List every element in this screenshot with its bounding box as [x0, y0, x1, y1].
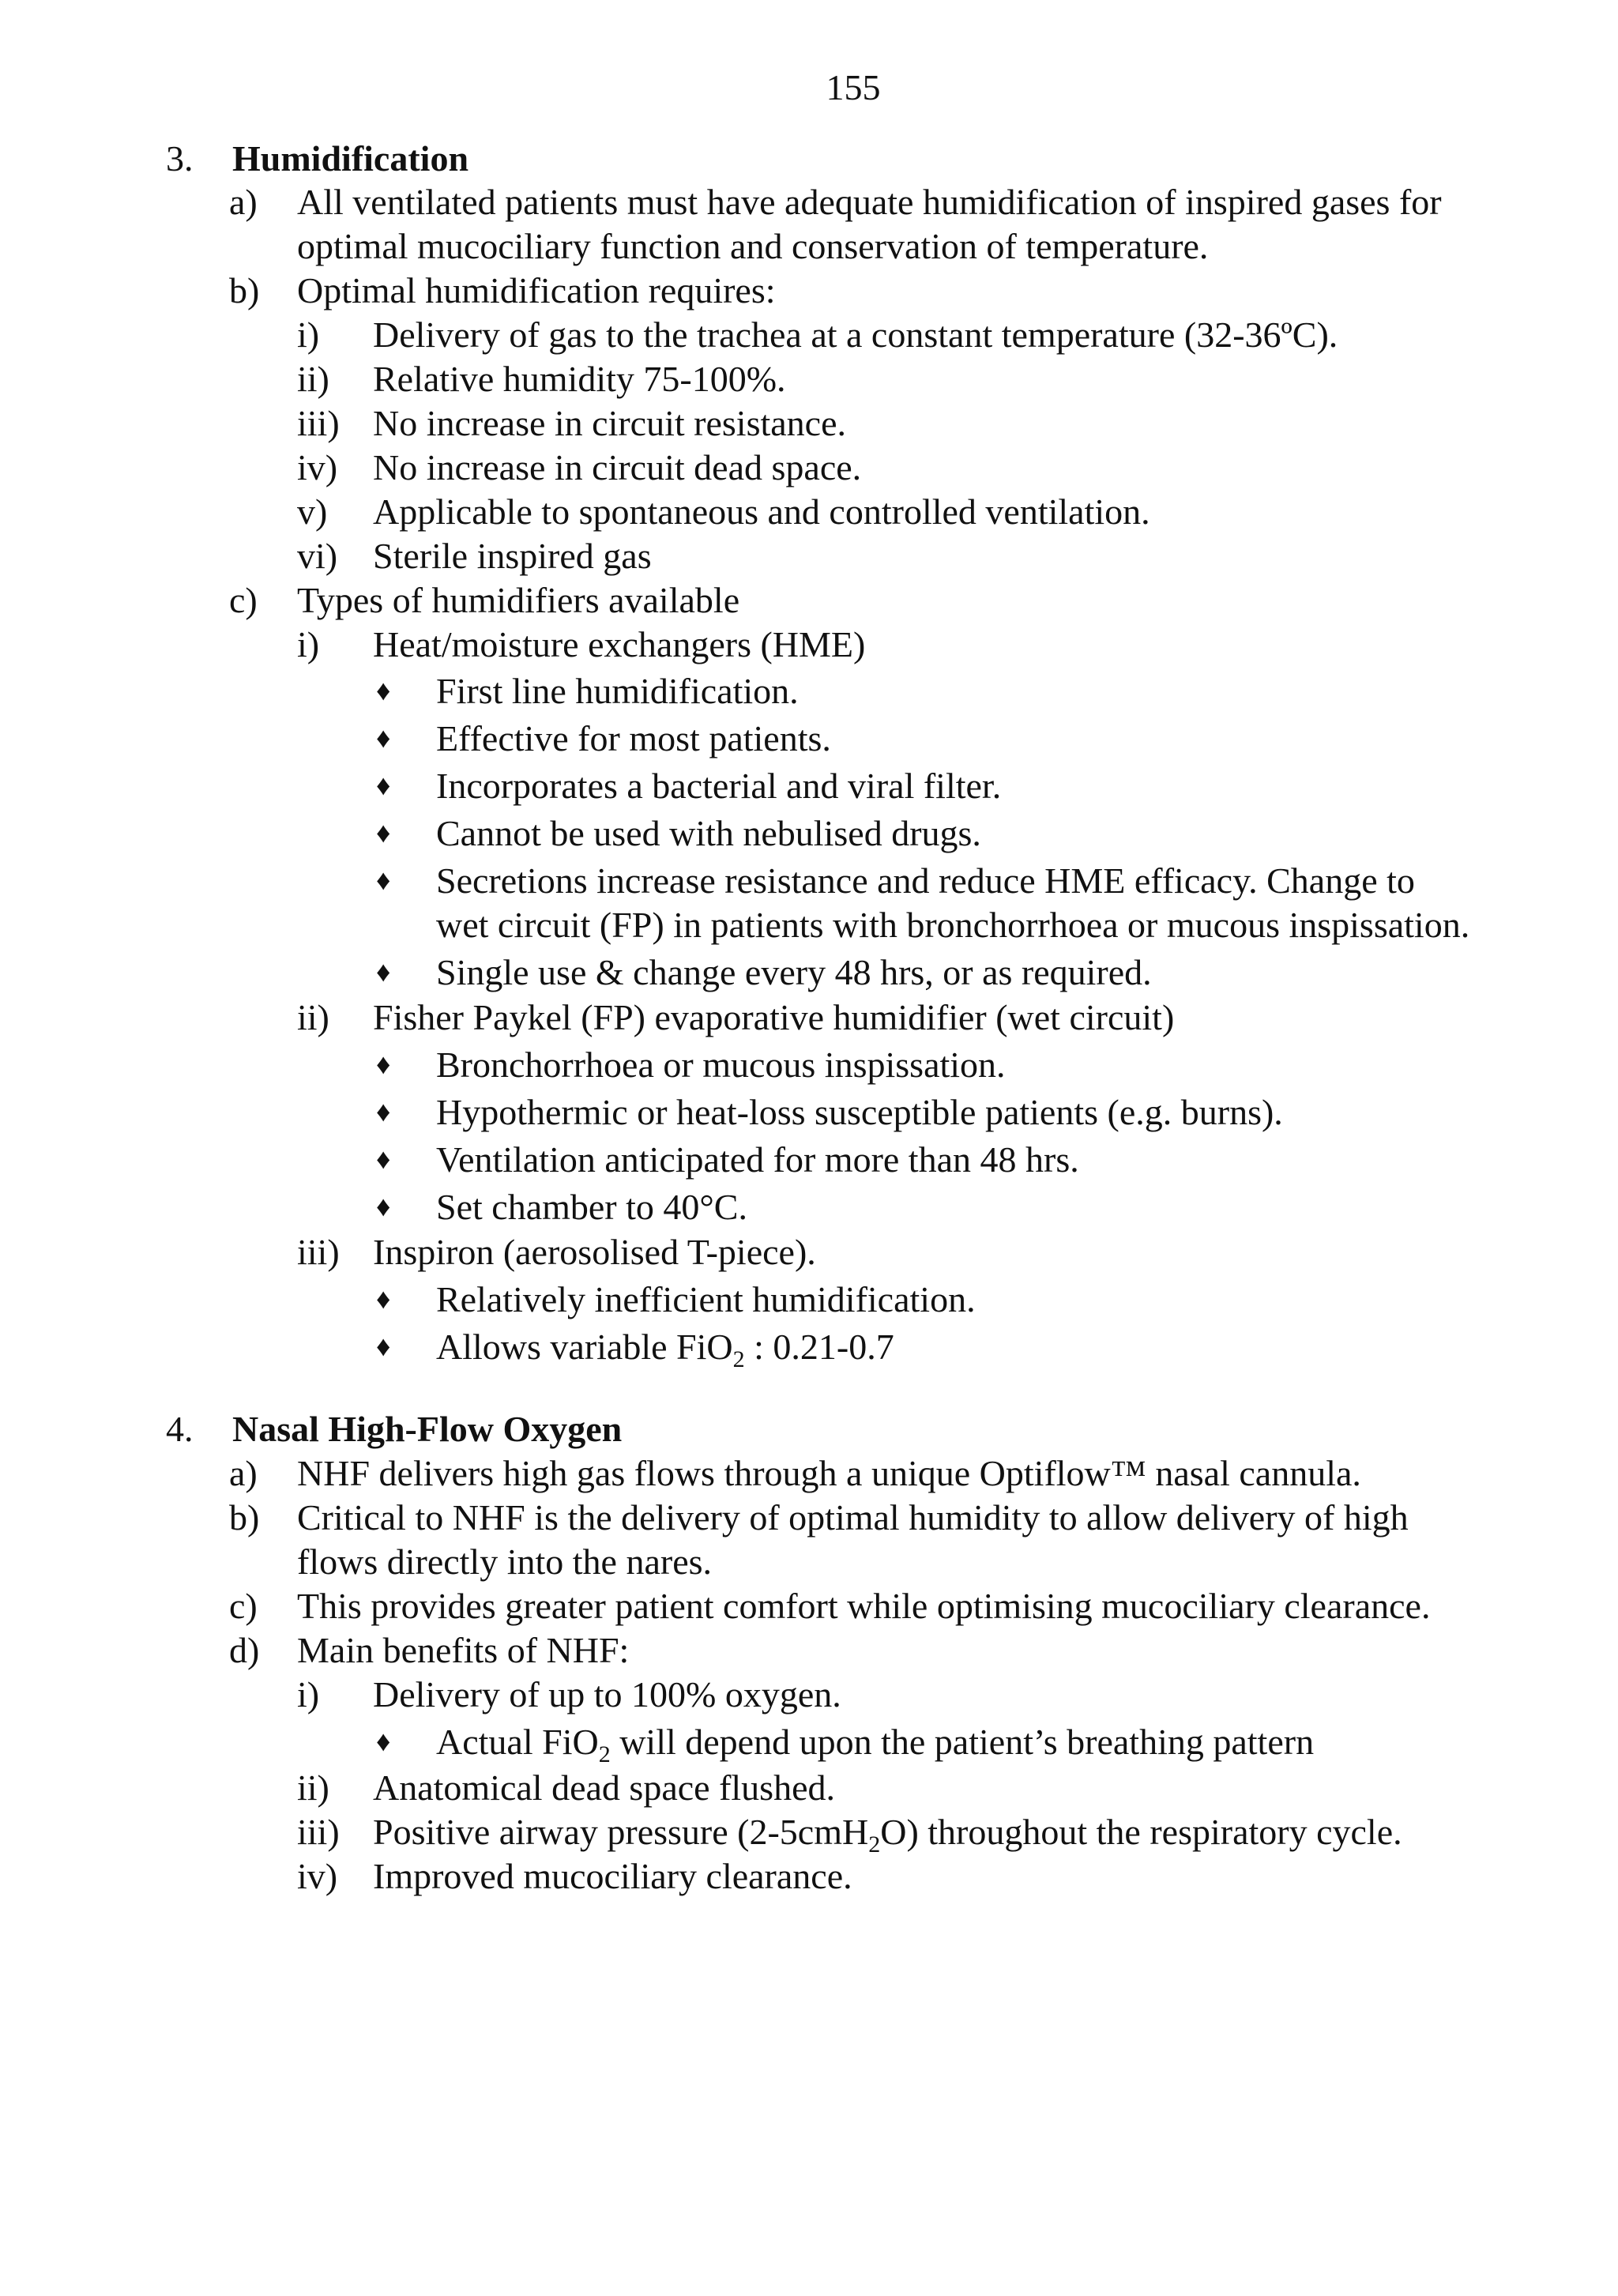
subitem-text: Inspiron (aerosolised T-piece).	[373, 1232, 816, 1272]
diamond-icon: ♦	[376, 864, 391, 896]
bullet-text: Set chamber to 40°C.	[436, 1187, 747, 1227]
subitem-text: Improved mucociliary clearance.	[373, 1856, 852, 1896]
bullet-text: Secretions increase resistance and reduce HME efficacy. Change to	[436, 860, 1415, 901]
item-marker: b)	[229, 1497, 260, 1538]
fio2-subscript: 2	[598, 1741, 611, 1767]
bullet-text: First line humidification.	[436, 671, 799, 711]
subitem-marker: i)	[297, 624, 320, 664]
diamond-icon: ♦	[376, 770, 391, 801]
item-marker: c)	[229, 580, 258, 620]
diamond-icon: ♦	[376, 722, 391, 754]
subitem-text: Delivery of gas to the trachea at a constant temperature (32-36ºC).	[373, 314, 1338, 355]
subitem-text: Relative humidity 75-100%.	[373, 359, 786, 399]
subitem-text: Sterile inspired gas	[373, 536, 652, 576]
subitem-marker: i)	[297, 1674, 320, 1714]
fio2-subscript: 2	[732, 1346, 745, 1372]
subitem-marker: iii)	[297, 403, 340, 443]
section-title: Humidification	[232, 138, 469, 179]
diamond-icon: ♦	[376, 1283, 391, 1315]
diamond-icon: ♦	[376, 956, 391, 988]
subitem-text: No increase in circuit dead space.	[373, 447, 862, 487]
subitem-marker: ii)	[297, 1767, 329, 1808]
item-4b-continued: flows directly into the nares.	[297, 1541, 713, 1582]
fio2-prefix: Allows variable FiO	[436, 1327, 733, 1367]
item-text: Main benefits of NHF:	[297, 1630, 630, 1670]
item-marker: a)	[229, 182, 258, 222]
item-text: All ventilated patients must have adequate humidification of inspired gases for	[297, 182, 1442, 222]
item-text: Optimal humidification requires:	[297, 270, 776, 311]
item-marker: b)	[229, 270, 260, 311]
diamond-icon: ♦	[376, 675, 391, 706]
item-text: NHF delivers high gas flows through a unique Optiflow™ nasal cannula.	[297, 1453, 1361, 1493]
bullet-text: Hypothermic or heat-loss susceptible patients (e.g. burns).	[436, 1092, 1283, 1132]
subitem-marker: iv)	[297, 447, 338, 487]
subitem-marker: vi)	[297, 536, 338, 576]
item-marker: a)	[229, 1453, 258, 1493]
bullet-continued: wet circuit (FP) in patients with bronchorrhoea or mucous inspissation.	[436, 905, 1470, 945]
diamond-icon: ♦	[376, 1726, 391, 1757]
pressure-suffix: O) throughout the respiratory cycle.	[880, 1812, 1402, 1852]
subitem-marker: iii)	[297, 1232, 340, 1272]
subitem-marker: ii)	[297, 997, 329, 1037]
item-3a-continued: optimal mucociliary function and conservation of temperature.	[297, 226, 1209, 266]
fio2-prefix: Actual FiO	[436, 1722, 599, 1762]
item-marker: c)	[229, 1586, 258, 1626]
fio2-suffix: : 0.21-0.7	[744, 1327, 894, 1367]
bullet-text	[436, 1722, 1315, 1767]
diamond-icon: ♦	[376, 1191, 391, 1222]
bullet-text: Bronchorrhoea or mucous inspissation.	[436, 1044, 1006, 1085]
fio2-suffix: will depend upon the patient’s breathing pattern	[610, 1722, 1315, 1762]
bullet-text: Ventilation anticipated for more than 48 hrs.	[436, 1139, 1079, 1180]
diamond-icon: ♦	[376, 1096, 391, 1127]
subitem-marker: v)	[297, 491, 328, 532]
section-number: 3.	[166, 138, 194, 179]
item-text: Critical to NHF is the delivery of optimal humidity to allow delivery of high	[297, 1497, 1409, 1538]
item-marker: d)	[229, 1630, 260, 1670]
bullet-text: Relatively inefficient humidification.	[436, 1279, 976, 1319]
section-number: 4.	[166, 1409, 194, 1449]
bullet-text: Incorporates a bacterial and viral filter.	[436, 766, 1002, 806]
page-number: 155	[826, 67, 881, 107]
bullet-text	[436, 1327, 894, 1372]
subitem-marker: iv)	[297, 1856, 338, 1896]
subitem-marker: iii)	[297, 1812, 340, 1852]
diamond-icon: ♦	[376, 1143, 391, 1175]
subitem-text: Delivery of up to 100% oxygen.	[373, 1674, 841, 1714]
subitem-text: Fisher Paykel (FP) evaporative humidifier (wet circuit)	[373, 997, 1175, 1037]
subitem-marker: i)	[297, 314, 320, 355]
subitem-text: Anatomical dead space flushed.	[373, 1767, 835, 1808]
subitem-text: No increase in circuit resistance.	[373, 403, 847, 443]
pressure-subscript: 2	[868, 1831, 881, 1858]
bullet-text: Cannot be used with nebulised drugs.	[436, 813, 981, 853]
bullet-text: Single use & change every 48 hrs, or as required.	[436, 952, 1152, 992]
diamond-icon: ♦	[376, 1331, 391, 1362]
subitem-marker: ii)	[297, 359, 329, 399]
subitem-text: Heat/moisture exchangers (HME)	[373, 624, 866, 664]
section-title: Nasal High-Flow Oxygen	[232, 1409, 623, 1449]
diamond-icon: ♦	[376, 1048, 391, 1080]
subitem-text: Applicable to spontaneous and controlled ventilation.	[373, 491, 1150, 532]
subitem-text	[373, 1812, 1402, 1858]
bullet-text: Effective for most patients.	[436, 718, 831, 758]
item-text: Types of humidifiers available	[297, 580, 740, 620]
item-text: This provides greater patient comfort while optimising mucociliary clearance.	[297, 1586, 1431, 1626]
diamond-icon: ♦	[376, 817, 391, 849]
pressure-prefix: Positive airway pressure (2-5cmH	[373, 1812, 869, 1852]
